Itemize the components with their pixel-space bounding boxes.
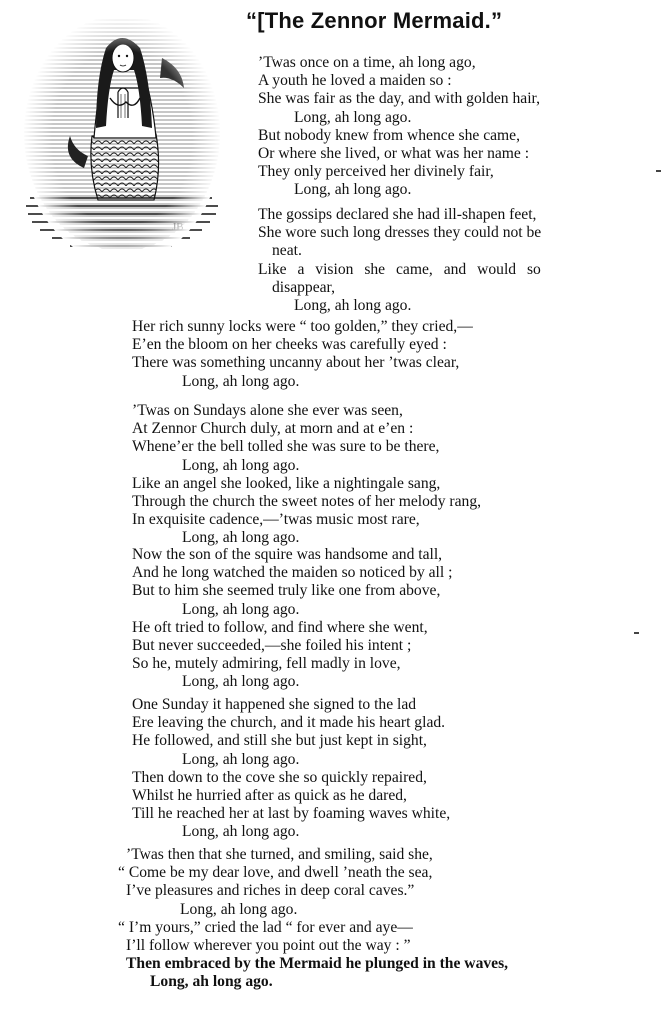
- refrain-line: Long, ah long ago.: [182, 600, 300, 618]
- poem-line: Like an angel she looked, like a nightingale sang,: [132, 474, 441, 492]
- poem-line: Or where she lived, or what was her name :: [258, 145, 530, 163]
- refrain-line: Long, ah long ago.: [182, 823, 300, 841]
- poem-line: Through the church the sweet notes of her melody rang,: [132, 493, 482, 511]
- stanza-4: [132, 402, 481, 548]
- poem-line: One Sunday it happened she signed to the lad: [132, 696, 417, 713]
- mermaid-illustration: [22, 18, 222, 263]
- poem-line: disappear,: [272, 278, 336, 296]
- poem-line: neat.: [272, 242, 302, 260]
- poem-line: Ere leaving the church, and it made his heart glad.: [132, 714, 446, 732]
- poem-line: Whilst he hurried after as quick as he dared,: [132, 787, 407, 805]
- poem-line: At Zennor Church duly, at morn and at e’en :: [132, 420, 414, 438]
- stanza-1: [258, 54, 540, 200]
- refrain-line: Long, ah long ago.: [294, 181, 412, 199]
- poem-line: The gossips declared she had ill-shapen feet,: [258, 206, 537, 223]
- poem-line: I’ll follow wherever you point out the way : ”: [126, 937, 411, 955]
- poem-line: But nobody knew from whence she came,: [258, 126, 520, 144]
- poem-line: They only perceived her divinely fair,: [258, 163, 494, 181]
- poem-line: She was fair as the day, and with golden hair,: [258, 90, 541, 108]
- refrain-line: Long, ah long ago.: [294, 297, 412, 315]
- poem-line: Then embraced by the Mermaid he plunged in the waves,: [126, 955, 509, 973]
- poem-line: But never succeeded,—she foiled his intent ;: [132, 637, 412, 655]
- poem-line: In exquisite cadence,—’twas music most rare,: [132, 511, 420, 529]
- poem-line: But to him she seemed truly like one from above,: [132, 582, 441, 600]
- poem-line: Whene’er the bell tolled she was sure to be there,: [132, 438, 440, 456]
- refrain-line: Long, ah long ago.: [294, 108, 412, 126]
- poem-title: “[The Zennor Mermaid.”: [246, 8, 503, 33]
- refrain-line: Long, ah long ago.: [150, 973, 273, 991]
- refrain-line: Long, ah long ago.: [182, 372, 300, 390]
- refrain-line: Long, ah long ago.: [182, 673, 300, 691]
- poem-line: Her rich sunny locks were “ too golden,” they cried,—: [132, 318, 473, 335]
- refrain-line: Long, ah long ago.: [180, 900, 298, 918]
- poem-line: She wore such long dresses they could not be: [258, 224, 542, 242]
- stanza-3: [132, 318, 473, 391]
- poem-line: Till he reached her at last by foaming waves white,: [132, 805, 451, 823]
- refrain-line: Long, ah long ago.: [182, 456, 300, 474]
- poem-line: ’Twas then that she turned, and smiling, said she,: [126, 846, 433, 863]
- poem-line: Now the son of the squire was handsome and tall,: [132, 546, 443, 563]
- refrain-line: Long, ah long ago.: [182, 529, 300, 547]
- poem-line: “ I’m yours,” cried the lad “ for ever and aye—: [118, 918, 413, 936]
- stanza-2: [258, 206, 541, 315]
- poem-line: And he long watched the maiden so noticed by all ;: [132, 564, 453, 582]
- poem-line: There was something uncanny about her ’twas clear,: [132, 354, 460, 372]
- poem-line: “ Come be my dear love, and dwell ’neath the sea,: [118, 864, 433, 882]
- stanza-7: [118, 846, 508, 992]
- poem-line: He oft tried to follow, and find where she went,: [132, 618, 428, 636]
- poem-line: I’ve pleasures and riches in deep coral caves.”: [126, 882, 415, 900]
- margin-mark: [656, 170, 661, 172]
- poem-line: ’Twas once on a time, ah long ago,: [258, 54, 476, 71]
- poem-line: He followed, and still she but just kept in sight,: [132, 732, 427, 750]
- poem-line: Then down to the cove she so quickly repaired,: [132, 768, 427, 786]
- poem-line: So he, mutely admiring, fell madly in love,: [132, 655, 401, 673]
- poem-line: A youth he loved a maiden so :: [258, 72, 452, 90]
- poem-line: E’en the bloom on her cheeks was carefully eyed :: [132, 336, 447, 354]
- poem-line: ’Twas on Sundays alone she ever was seen,: [132, 402, 403, 419]
- stanza-6: [132, 696, 450, 842]
- margin-mark: [634, 632, 639, 634]
- poem-line: Like a vision she came, and would so: [258, 260, 541, 278]
- stanza-5: [132, 546, 452, 692]
- refrain-line: Long, ah long ago.: [182, 750, 300, 768]
